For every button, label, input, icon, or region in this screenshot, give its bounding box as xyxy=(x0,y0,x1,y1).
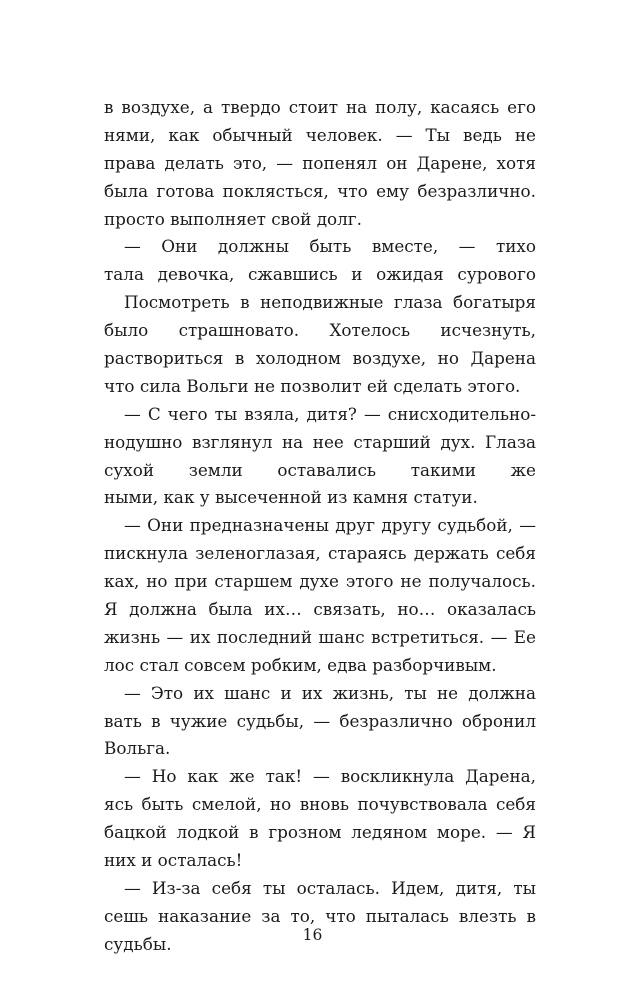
text-line: сухой земли оставались такими же xyxy=(104,459,536,480)
text-line: лос стал совсем робким, едва разборчивым. xyxy=(104,654,497,675)
text-line: ясь быть смелой, но вновь почувствовала себя xyxy=(104,794,536,815)
text-line: Я должна была их… связать, но… оказалась xyxy=(104,599,536,620)
text-line: Вольга. xyxy=(104,738,171,759)
text-line: жизнь — их последний шанс встретиться. — Ее xyxy=(104,626,536,647)
text-line: нями, как обычный человек. — Ты ведь не xyxy=(104,124,536,145)
text-line: что сила Вольги не позволит ей сделать этого. xyxy=(104,375,521,396)
text-line: сешь наказание за то, что пыталась влезть в xyxy=(104,905,536,926)
text-line: права делать это, — попенял он Дарене, хотя xyxy=(104,152,536,173)
text-line: была готова поклясться, что ему безразлично. xyxy=(104,180,536,201)
text-line: нодушно взглянул на нее старший дух. Глаза xyxy=(104,431,536,452)
text-line: пискнула зеленоглазая, стараясь держать себя xyxy=(104,543,536,564)
text-line: — Они должны быть вместе, — тихо xyxy=(124,236,536,257)
text-line: бацкой лодкой в грозном ледяном море. — Я xyxy=(104,822,536,843)
text-line: — Из-за себя ты осталась. Идем, дитя, ты xyxy=(124,877,536,898)
text-line: судьбы. xyxy=(104,933,172,954)
text-line: — Они предназначены друг другу судьбой, — xyxy=(124,515,536,536)
text-line: ными, как у высеченной из камня статуи. xyxy=(104,487,478,508)
text-line: вать в чужие судьбы, — безразлично обронил xyxy=(104,710,536,731)
text-line: них и осталась! xyxy=(104,850,243,871)
text-line: в воздухе, а твердо стоит на полу, касаясь его xyxy=(104,97,536,117)
text-line: — Это их шанс и их жизнь, ты не должна xyxy=(124,682,536,703)
text-line: Посмотреть в неподвижные глаза богатыря xyxy=(124,292,536,313)
body-text xyxy=(104,94,536,959)
text-line: было страшновато. Хотелось исчезнуть, xyxy=(104,320,536,341)
text-line: — С чего ты взяла, дитя? — снисходительно- xyxy=(124,403,536,424)
text-line: раствориться в холодном воздухе, но Дарена xyxy=(104,348,536,369)
text-line: просто выполняет свой долг. xyxy=(104,208,362,229)
page-number: 16 xyxy=(302,926,323,944)
text-line: — Но как же так! — воскликнула Дарена, xyxy=(124,766,536,787)
text-line: ках, но при старшем духе этого не получалось. xyxy=(104,571,536,592)
text-line: тала девочка, сжавшись и ожидая сурового xyxy=(104,264,536,285)
